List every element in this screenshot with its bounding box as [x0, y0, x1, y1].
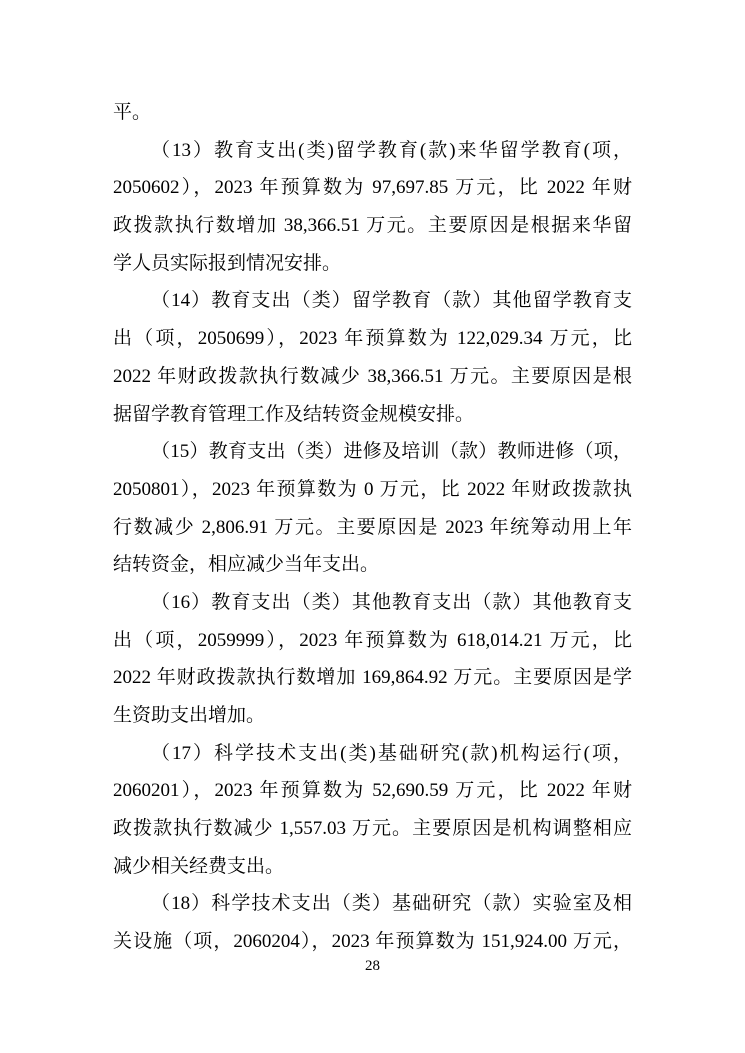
text-line: 2022 年财政拨款执行数增加 169,864.92 万元。主要原因是学 — [113, 667, 632, 689]
text-block — [113, 94, 632, 961]
paragraph — [113, 132, 632, 283]
text-line: 平。 — [113, 102, 152, 123]
paragraph — [113, 885, 632, 960]
text-line: （18）科学技术支出（类）基础研究（款）实验室及相 — [151, 893, 632, 915]
text-line: 结转资金，相应减少当年支出。 — [113, 554, 380, 576]
text-line: 政拨款执行数增加 38,366.51 万元。主要原因是根据来华留 — [113, 215, 632, 237]
text-line: 2050801），2023 年预算数为 0 万元，比 2022 年财政拨款执 — [113, 478, 632, 500]
text-line: （13）教育支出(类)留学教育(款)来华留学教育(项， — [151, 139, 632, 161]
text-line: 2022 年财政拨款执行数减少 38,366.51 万元。主要原因是根 — [113, 365, 632, 387]
paragraph — [113, 282, 632, 433]
text-line: 出（项，2050699），2023 年预算数为 122,029.34 万元，比 — [113, 328, 632, 350]
text-line: 据留学教育管理工作及结转资金规模安排。 — [113, 403, 475, 425]
paragraph — [113, 433, 632, 584]
paragraph — [113, 94, 632, 132]
text-line: 2060201），2023 年预算数为 52,690.59 万元，比 2022 年财 — [113, 780, 632, 802]
text-line: 关设施（项，2060204），2023 年预算数为 151,924.00 万元， — [113, 931, 632, 953]
text-line: 学人员实际报到情况安排。 — [113, 252, 342, 274]
page-number: 28 — [365, 958, 380, 974]
text-line: 减少相关经费支出。 — [113, 855, 285, 877]
text-line: （14）教育支出（类）留学教育（款）其他留学教育支 — [151, 290, 632, 312]
paragraph — [113, 735, 632, 886]
text-line: 出（项，2059999），2023 年预算数为 618,014.21 万元，比 — [113, 629, 632, 651]
text-line: （15）教育支出（类）进修及培训（款）教师进修（项， — [151, 441, 632, 463]
text-line: 政拨款执行数减少 1,557.03 万元。主要原因是机构调整相应 — [113, 818, 632, 840]
text-line: （17）科学技术支出(类)基础研究(款)机构运行(项， — [151, 742, 632, 764]
text-line: 生资助支出增加。 — [113, 705, 266, 726]
text-line: 2050602），2023 年预算数为 97,697.85 万元，比 2022 年财 — [113, 177, 632, 199]
text-line: （16）教育支出（类）其他教育支出（款）其他教育支 — [151, 591, 632, 613]
text-line: 行数减少 2,806.91 万元。主要原因是 2023 年统筹动用上年 — [113, 516, 632, 538]
paragraph — [113, 584, 632, 735]
